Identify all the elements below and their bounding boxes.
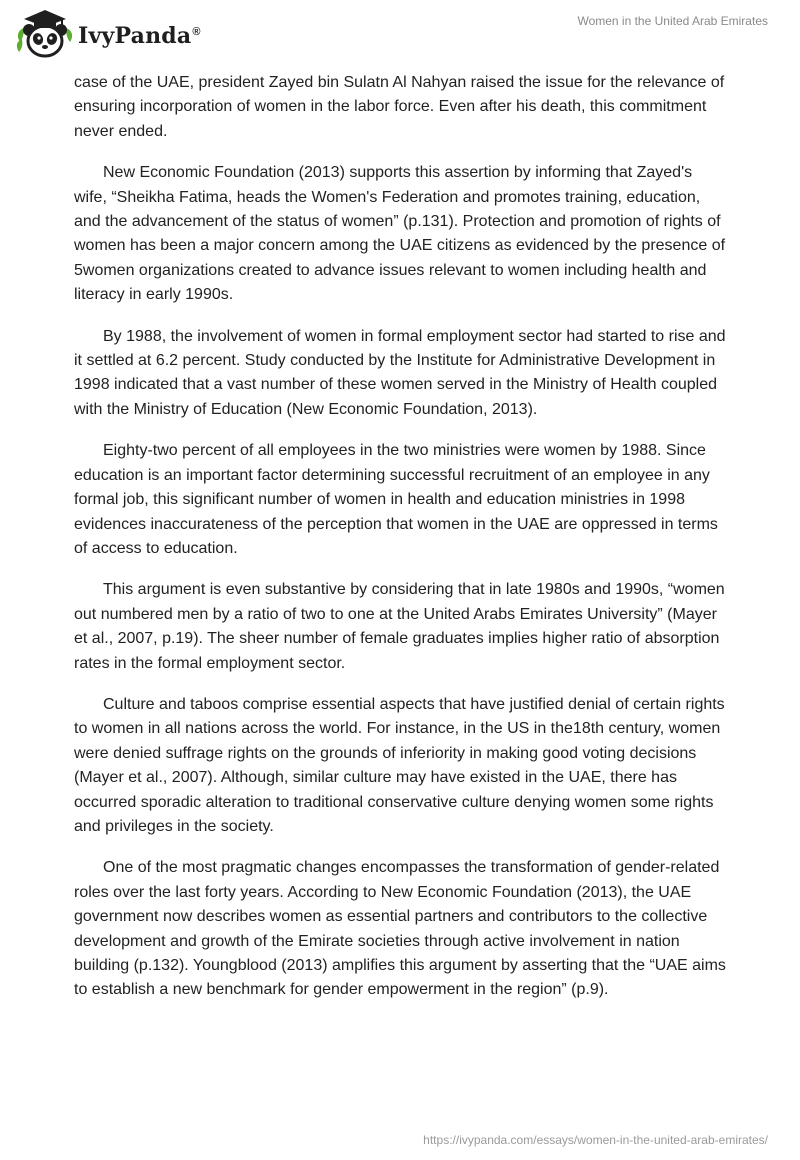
paragraph-1: case of the UAE, president Zayed bin Sulatn Al Nahyan raised the issue for the relevance of ensuring incorporation of women in the labor force. Even after his death, this commitment never ended. [74,74,725,140]
paragraph-5: This argument is even substantive by considering that in late 1980s and 1990s, “women out numbered men by a ratio of two to one at the United Arabs Emirates University” (Mayer et al., 2007, p.19). The sheer number of female graduates implies higher ratio of absorption rates in the formal employment sector. [74,581,725,672]
brand-name: IvyPanda® [78,23,201,49]
ivypanda-logo[interactable] [16,8,201,60]
paragraph-7: One of the most pragmatic changes encompasses the transformation of gender-related roles over the last forty years. According to New Economic Foundation (2013), the UAE government now describes women as essential partners and contributors to the collective development and growth of the Emirate societies through active involvement in nation building (p.132). Youngblood (2013) amplifies this argument by asserting that the “UAE aims to establish a new benchmark for gender empowerment in the region” (p.9). [74,859,726,999]
document-title: Women in the United Arab Emirates [577,14,768,28]
paragraph-2: New Economic Foundation (2013) supports this assertion by informing that Zayed's wife, “Sheikha Fatima, heads the Women's Federation and promotes training, education, and the advancement of the status of women” (p.131). Protection and promotion of rights of women has been a major concern among the UAE citizens as evidenced by the presence of 5women organizations created to advance issues relevant to women including health and literacy in early 1990s. [74,164,726,304]
paragraph-4: Eighty-two percent of all employees in the two ministries were women by 1988. Since education is an important factor determining successful recruitment of an employee in any formal job, this significant number of women in health and education ministries in 1998 evidences inaccurateness of the perception that women in the UAE are oppressed in terms of access to education. [74,442,718,557]
registered-mark: ® [192,25,201,38]
essay-body [74,71,728,1020]
paragraph-3: By 1988, the involvement of women in formal employment sector had started to rise and it settled at 6.2 percent. Study conducted by the Institute for Administrative Development in 1998 indicated that a vast number of these women served in the Ministry of Health coupled with the Ministry of Education (New Economic Foundation, 2013). [74,327,726,418]
page-header [0,0,800,70]
source-url[interactable]: https://ivypanda.com/essays/women-in-the-united-arab-emirates/ [423,1133,768,1147]
panda-graduation-cap-icon [16,8,74,60]
paragraph-6: Culture and taboos comprise essential aspects that have justified denial of certain rights to women in all nations across the world. For instance, in the US in the18th century, women were denied suffrage rights on the grounds of inferiority in making good voting decisions (Mayer et al., 2007). Although, similar culture may have existed in the UAE, there has occurred sporadic alteration to traditional conservative culture denying women some rights and privileges in the society. [74,695,725,835]
